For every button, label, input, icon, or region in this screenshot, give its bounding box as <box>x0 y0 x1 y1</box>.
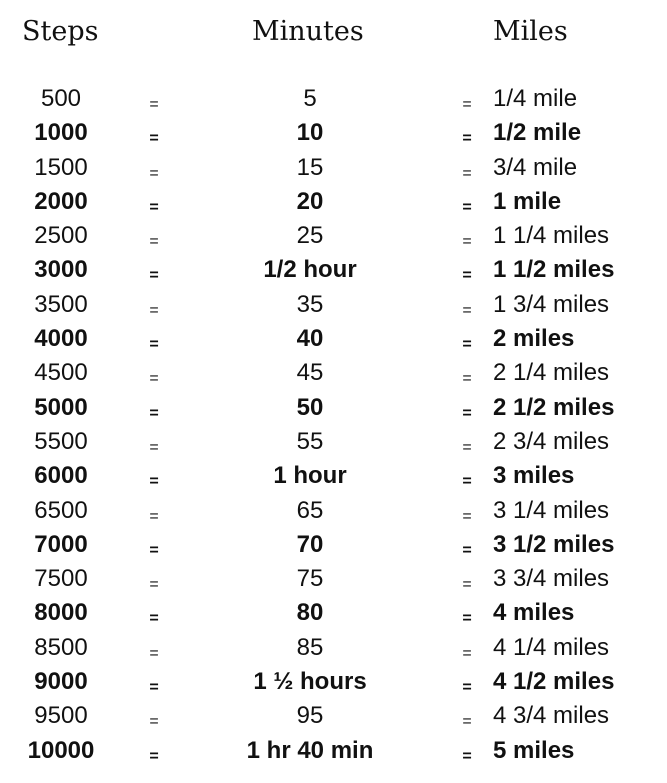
steps-cell: 2000 <box>34 187 88 215</box>
miles-cell: 1 1/4 miles <box>493 222 610 250</box>
equals-sign: = <box>149 301 159 319</box>
table-row <box>0 322 667 356</box>
steps-cell: 4000 <box>34 325 88 353</box>
steps-cell: 6500 <box>34 496 88 524</box>
steps-cell: 9000 <box>34 668 88 696</box>
steps-cell: 1500 <box>34 153 88 181</box>
steps-cell: 6000 <box>34 462 88 490</box>
table-row <box>0 562 667 596</box>
equals-sign: = <box>462 130 472 148</box>
steps-cell: 1000 <box>34 119 88 147</box>
miles-cell: 1 mile <box>493 187 562 215</box>
miles-cell: 4 3/4 miles <box>493 702 610 730</box>
steps-cell: 5000 <box>34 393 88 421</box>
steps-cell: 7000 <box>34 530 88 558</box>
steps-cell: 500 <box>40 85 82 112</box>
miles-cell: 1 1/2 miles <box>493 256 615 284</box>
equals-sign: = <box>462 576 472 594</box>
minutes-cell: 40 <box>296 325 324 353</box>
equals-sign: = <box>149 164 159 182</box>
equals-sign: = <box>462 301 472 319</box>
equals-sign: = <box>462 507 472 525</box>
equals-sign: = <box>149 404 159 422</box>
miles-cell: 4 1/4 miles <box>493 633 610 661</box>
equals-sign: = <box>149 438 159 456</box>
table-row <box>0 82 667 116</box>
table-row <box>0 528 667 562</box>
equals-sign: = <box>462 164 472 182</box>
equals-sign: = <box>462 198 472 216</box>
miles-cell: 2 1/2 miles <box>493 393 615 421</box>
table-row <box>0 699 667 733</box>
steps-cell: 4500 <box>34 359 88 387</box>
steps-cell: 10000 <box>27 736 95 764</box>
equals-sign: = <box>149 541 159 559</box>
equals-sign: = <box>462 713 472 731</box>
table-row <box>0 631 667 665</box>
minutes-cell: 95 <box>296 702 324 730</box>
equals-sign: = <box>462 644 472 662</box>
table-row <box>0 391 667 425</box>
minutes-cell: 1/2 hour <box>263 256 357 284</box>
equals-sign: = <box>462 96 472 113</box>
equals-sign: = <box>462 541 472 559</box>
equals-sign: = <box>149 96 159 113</box>
equals-sign: = <box>149 267 159 285</box>
table-row <box>0 494 667 528</box>
table-row <box>0 459 667 493</box>
minutes-cell: 1 hr 40 min <box>246 736 374 764</box>
miles-cell: 5 miles <box>493 736 575 764</box>
miles-cell: 3 1/2 miles <box>493 530 615 558</box>
equals-sign: = <box>149 679 159 697</box>
minutes-cell: 15 <box>296 153 324 181</box>
equals-sign: = <box>149 576 159 594</box>
minutes-cell: 85 <box>296 633 324 661</box>
table-row <box>0 596 667 630</box>
table-row <box>0 425 667 459</box>
miles-cell: 4 1/2 miles <box>493 668 615 696</box>
table-row <box>0 185 667 219</box>
table-row <box>0 734 667 768</box>
equals-sign: = <box>462 336 472 354</box>
miles-cell: 2 miles <box>493 325 575 353</box>
table-row <box>0 219 667 253</box>
equals-sign: = <box>149 713 159 731</box>
equals-sign: = <box>462 473 472 491</box>
steps-cell: 3000 <box>34 256 88 284</box>
column-headers <box>0 14 667 50</box>
minutes-cell: 45 <box>296 359 324 387</box>
miles-cell: 2 1/4 miles <box>493 359 610 387</box>
table-row <box>0 253 667 287</box>
steps-cell: 5500 <box>34 427 88 455</box>
equals-sign: = <box>149 370 159 388</box>
miles-cell: 2 3/4 miles <box>493 427 610 455</box>
minutes-header: Minutes <box>252 16 364 47</box>
minutes-cell: 10 <box>296 119 324 147</box>
minutes-cell: 50 <box>296 393 324 421</box>
minutes-cell: 55 <box>296 427 324 455</box>
minutes-cell: 70 <box>296 530 324 558</box>
conversion-table <box>0 82 667 768</box>
equals-sign: = <box>462 233 472 251</box>
equals-sign: = <box>149 473 159 491</box>
equals-sign: = <box>462 370 472 388</box>
minutes-cell: 80 <box>296 599 324 627</box>
minutes-cell: 5 <box>303 85 317 112</box>
equals-sign: = <box>149 336 159 354</box>
minutes-cell: 65 <box>296 496 324 524</box>
steps-cell: 8500 <box>34 633 88 661</box>
miles-cell: 3 3/4 miles <box>493 565 610 593</box>
table-row <box>0 288 667 322</box>
table-row <box>0 116 667 150</box>
steps-cell: 7500 <box>34 565 88 593</box>
minutes-cell: 1 ½ hours <box>253 668 367 696</box>
steps-cell: 3500 <box>34 290 88 318</box>
equals-sign: = <box>462 679 472 697</box>
miles-cell: 1/4 mile <box>493 85 578 112</box>
table-row <box>0 356 667 390</box>
equals-sign: = <box>462 747 472 765</box>
miles-cell: 3 1/4 miles <box>493 496 610 524</box>
equals-sign: = <box>462 267 472 285</box>
miles-cell: 3 miles <box>493 462 575 490</box>
miles-cell: 4 miles <box>493 599 575 627</box>
table-row <box>0 151 667 185</box>
equals-sign: = <box>149 644 159 662</box>
miles-header: Miles <box>493 16 568 47</box>
equals-sign: = <box>462 610 472 628</box>
minutes-cell: 20 <box>296 187 324 215</box>
equals-sign: = <box>462 404 472 422</box>
steps-cell: 2500 <box>34 222 88 250</box>
minutes-cell: 75 <box>296 565 324 593</box>
miles-cell: 1 3/4 miles <box>493 290 610 318</box>
equals-sign: = <box>149 507 159 525</box>
equals-sign: = <box>462 438 472 456</box>
miles-cell: 3/4 mile <box>493 153 578 181</box>
equals-sign: = <box>149 610 159 628</box>
equals-sign: = <box>149 198 159 216</box>
equals-sign: = <box>149 747 159 765</box>
minutes-cell: 25 <box>296 222 324 250</box>
steps-cell: 8000 <box>34 599 88 627</box>
miles-cell: 1/2 mile <box>493 119 582 147</box>
equals-sign: = <box>149 233 159 251</box>
equals-sign: = <box>149 130 159 148</box>
minutes-cell: 1 hour <box>273 462 347 490</box>
table-row <box>0 665 667 699</box>
steps-cell: 9500 <box>34 702 88 730</box>
minutes-cell: 35 <box>296 290 324 318</box>
steps-header: Steps <box>22 16 99 47</box>
